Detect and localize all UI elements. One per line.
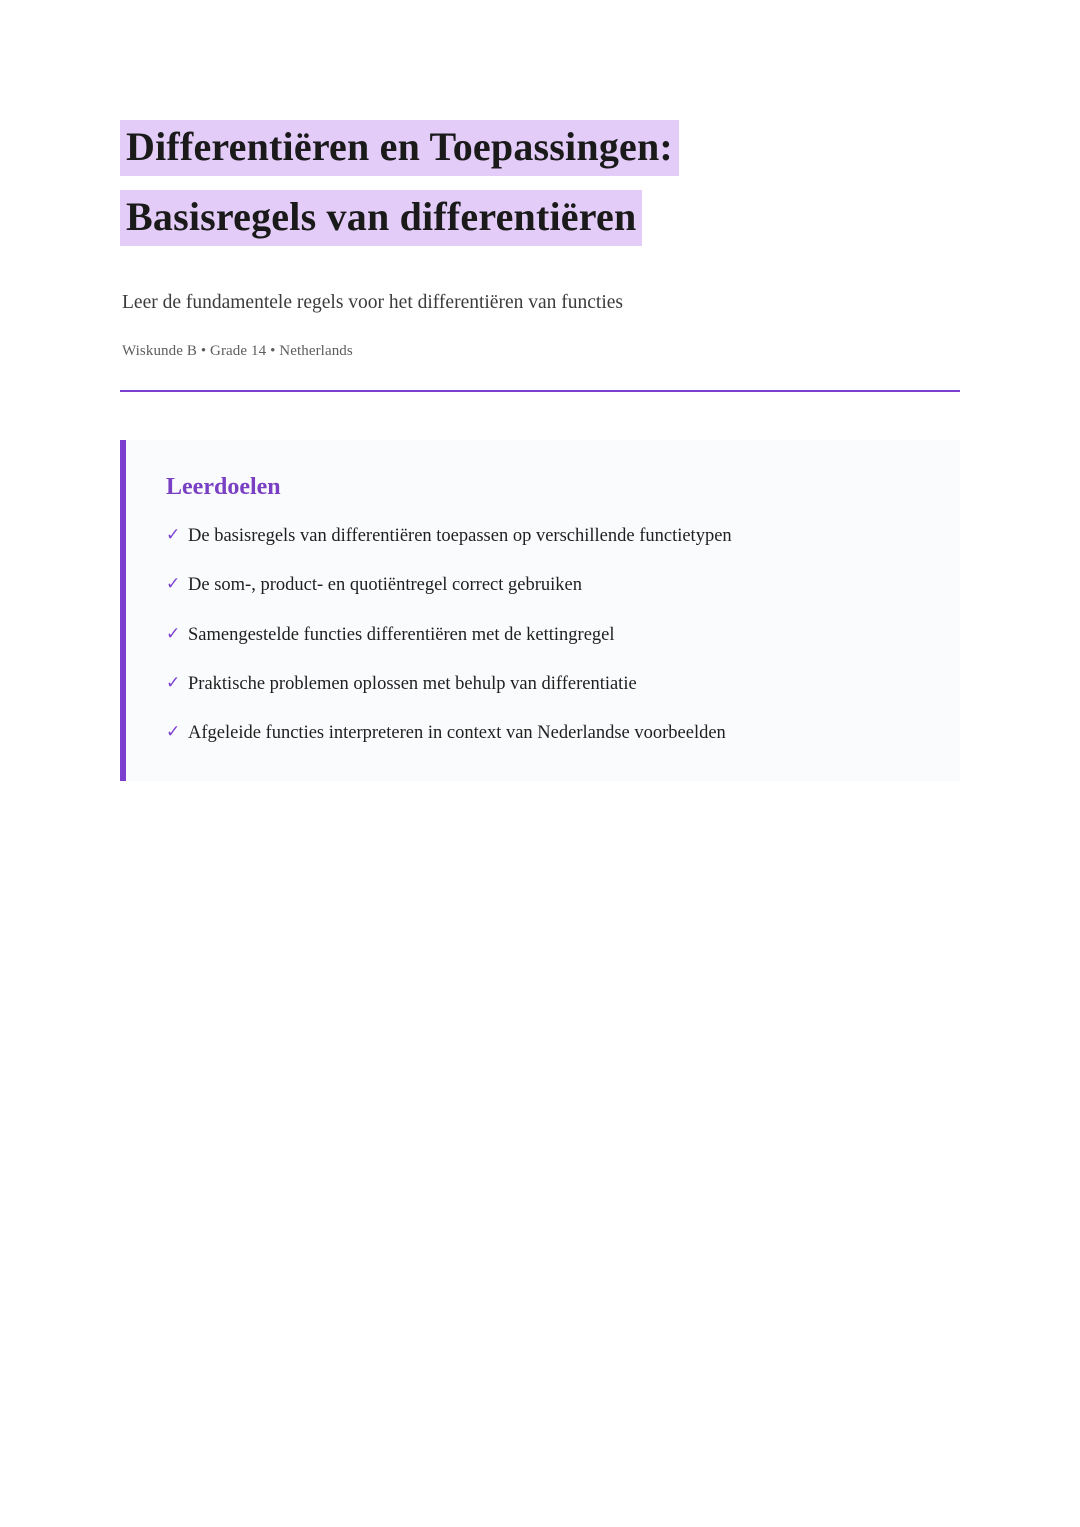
- learning-goals-heading: Leerdoelen: [166, 474, 281, 501]
- check-icon: ✓: [166, 525, 181, 546]
- document-meta: Wiskunde B • Grade 14 • Netherlands: [122, 343, 353, 360]
- page-title-line-1: Differentiëren en Toepassingen:: [120, 120, 679, 176]
- list-item: [166, 624, 920, 647]
- page-title-line-2: Basisregels van differentiëren: [120, 190, 642, 246]
- page-subtitle: Leer de fundamentele regels voor het differentiëren van functies: [122, 292, 623, 313]
- list-item-label: De basisregels van differentiëren toepassen op verschillende functietypen: [188, 526, 732, 547]
- check-icon: ✓: [166, 623, 181, 644]
- check-icon: ✓: [166, 672, 181, 693]
- list-item-label: De som-, product- en quotiëntregel correct gebruiken: [188, 575, 583, 596]
- list-item-label: Samengestelde functies differentiëren met de kettingregel: [188, 624, 615, 645]
- list-item-label: Praktische problemen oplossen met behulp van differentiatie: [188, 673, 637, 694]
- list-item: [166, 525, 920, 548]
- page-title: [120, 120, 960, 176]
- list-item: [166, 722, 920, 745]
- check-icon: ✓: [166, 574, 181, 595]
- list-item-label: Afgeleide functies interpreteren in context van Nederlandse voorbeelden: [188, 722, 726, 743]
- check-icon: ✓: [166, 721, 181, 742]
- header-divider: [120, 390, 960, 392]
- page-title-second-line: [120, 190, 960, 246]
- title-block: [120, 120, 960, 246]
- list-item: [166, 574, 920, 597]
- learning-goals-card: [120, 440, 960, 781]
- list-item: [166, 673, 920, 696]
